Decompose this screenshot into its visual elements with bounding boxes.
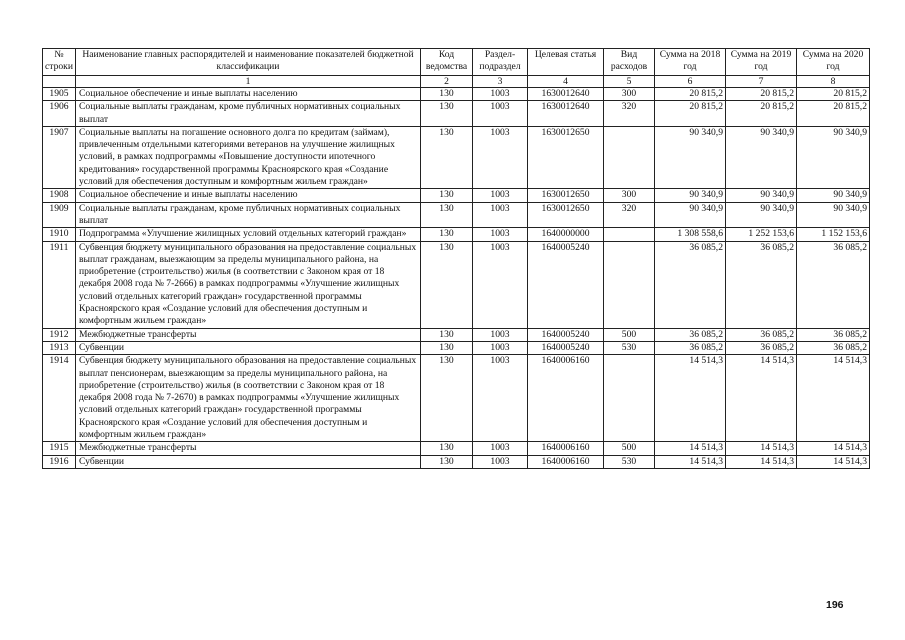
table-row — [43, 355, 870, 442]
header-sum-2020: Сумма на 2020 год — [797, 49, 870, 76]
section-code: 1003 — [473, 355, 528, 442]
expense-type-code: 500 — [604, 442, 655, 455]
sum-2019: 90 340,9 — [726, 202, 797, 228]
department-code: 130 — [421, 355, 473, 442]
column-number: 1 — [76, 76, 421, 88]
row-name: Социальное обеспечение и иные выплаты населению — [76, 189, 421, 202]
department-code: 130 — [421, 328, 473, 341]
sum-2018: 20 815,2 — [655, 88, 726, 101]
expense-type-code: 500 — [604, 328, 655, 341]
row-name: Межбюджетные трансферты — [76, 442, 421, 455]
sum-2019: 36 085,2 — [726, 341, 797, 354]
expense-type-code: 530 — [604, 455, 655, 468]
sum-2019: 14 514,3 — [726, 442, 797, 455]
sum-2018: 1 308 558,6 — [655, 228, 726, 241]
target-item-code: 1630012650 — [528, 189, 604, 202]
table-row — [43, 241, 870, 328]
department-code: 130 — [421, 442, 473, 455]
department-code: 130 — [421, 88, 473, 101]
row-name: Социальное обеспечение и иные выплаты населению — [76, 88, 421, 101]
header-target-item: Целевая статья — [528, 49, 604, 76]
target-item-code: 1640000000 — [528, 228, 604, 241]
row-number: 1911 — [43, 241, 76, 328]
department-code: 130 — [421, 202, 473, 228]
table-row — [43, 328, 870, 341]
row-number: 1906 — [43, 101, 76, 127]
target-item-code: 1640006160 — [528, 455, 604, 468]
expense-type-code: 530 — [604, 341, 655, 354]
expense-type-code: 320 — [604, 202, 655, 228]
section-code: 1003 — [473, 88, 528, 101]
header-section: Раздел-подраздел — [473, 49, 528, 76]
table-header — [43, 49, 870, 88]
expense-type-code — [604, 355, 655, 442]
expense-type-code — [604, 241, 655, 328]
target-item-code: 1630012640 — [528, 88, 604, 101]
sum-2020: 36 085,2 — [797, 241, 870, 328]
expense-type-code: 300 — [604, 88, 655, 101]
table-row — [43, 455, 870, 468]
section-code: 1003 — [473, 228, 528, 241]
section-code: 1003 — [473, 241, 528, 328]
section-code: 1003 — [473, 455, 528, 468]
column-number: 4 — [528, 76, 604, 88]
row-number: 1909 — [43, 202, 76, 228]
column-number-row — [43, 76, 870, 88]
row-number: 1908 — [43, 189, 76, 202]
target-item-code: 1640006160 — [528, 355, 604, 442]
sum-2018: 14 514,3 — [655, 355, 726, 442]
sum-2020: 1 152 153,6 — [797, 228, 870, 241]
table-row — [43, 101, 870, 127]
row-name: Субвенция бюджету муниципального образования на предоставление социальных выплат пенсионерам, выезжающим за пределы муниципального района, на приобретение (строительство) жилья (в соответствии с Законом края от 18 декабря 2008 года № 7-2670) в рамках подпрограммы «Улучшение жилищных условий отдельных категорий граждан» государственной программы Красноярского края «Создание условий для обеспечения доступным и комфортным жильем граждан» — [76, 355, 421, 442]
table-body — [43, 88, 870, 469]
column-number: 8 — [797, 76, 870, 88]
row-number: 1916 — [43, 455, 76, 468]
sum-2018: 90 340,9 — [655, 189, 726, 202]
section-code: 1003 — [473, 101, 528, 127]
table-row — [43, 341, 870, 354]
section-code: 1003 — [473, 202, 528, 228]
sum-2018: 90 340,9 — [655, 202, 726, 228]
column-number: 6 — [655, 76, 726, 88]
department-code: 130 — [421, 189, 473, 202]
department-code: 130 — [421, 126, 473, 188]
section-code: 1003 — [473, 126, 528, 188]
table-row — [43, 189, 870, 202]
sum-2020: 20 815,2 — [797, 88, 870, 101]
expense-type-code: 320 — [604, 101, 655, 127]
expense-type-code: 300 — [604, 189, 655, 202]
row-number: 1912 — [43, 328, 76, 341]
sum-2020: 36 085,2 — [797, 341, 870, 354]
header-name: Наименование главных распорядителей и наименование показателей бюджетной классификации — [76, 49, 421, 76]
column-number: 3 — [473, 76, 528, 88]
target-item-code: 1630012650 — [528, 202, 604, 228]
row-number: 1910 — [43, 228, 76, 241]
header-department-code: Код ведомства — [421, 49, 473, 76]
sum-2019: 90 340,9 — [726, 126, 797, 188]
budget-table — [42, 48, 870, 469]
sum-2020: 90 340,9 — [797, 189, 870, 202]
expense-type-code — [604, 126, 655, 188]
target-item-code: 1640005240 — [528, 341, 604, 354]
section-code: 1003 — [473, 341, 528, 354]
header-sum-2019: Сумма на 2019 год — [726, 49, 797, 76]
row-name: Субвенции — [76, 341, 421, 354]
expense-type-code — [604, 228, 655, 241]
sum-2019: 1 252 153,6 — [726, 228, 797, 241]
section-code: 1003 — [473, 328, 528, 341]
budget-table-sheet — [42, 48, 870, 469]
row-name: Субвенция бюджету муниципального образования на предоставление социальных выплат гражданам, выезжающим за пределы муниципального района, на приобретение (строительство) жилья (в соответствии с Законом края от 18 декабря 2008 года № 7-2666) в рамках подпрограммы «Улучшение жилищных условий отдельных категорий граждан» государственной программы Красноярского края «Создание условий для обеспечения доступным и комфортным жильем граждан» — [76, 241, 421, 328]
sum-2019: 20 815,2 — [726, 88, 797, 101]
department-code: 130 — [421, 455, 473, 468]
sum-2018: 20 815,2 — [655, 101, 726, 127]
sum-2018: 14 514,3 — [655, 455, 726, 468]
sum-2019: 36 085,2 — [726, 241, 797, 328]
sum-2018: 36 085,2 — [655, 341, 726, 354]
header-expense-type: Вид расходов — [604, 49, 655, 76]
row-name: Социальные выплаты на погашение основного долга по кредитам (займам), привлеченным отдельными категориями ветеранов на улучшение жилищных условий, в рамках подпрограммы «Повышение доступности ипотечного кредитования» государственной программы Красноярского края «Создание условий для обеспечения доступным и комфортным жильем граждан» — [76, 126, 421, 188]
target-item-code: 1640006160 — [528, 442, 604, 455]
sum-2018: 36 085,2 — [655, 328, 726, 341]
sum-2020: 90 340,9 — [797, 126, 870, 188]
sum-2019: 14 514,3 — [726, 355, 797, 442]
row-name: Субвенции — [76, 455, 421, 468]
sum-2020: 36 085,2 — [797, 328, 870, 341]
table-row — [43, 202, 870, 228]
row-name: Социальные выплаты гражданам, кроме публичных нормативных социальных выплат — [76, 202, 421, 228]
sum-2020: 14 514,3 — [797, 455, 870, 468]
target-item-code: 1640005240 — [528, 241, 604, 328]
sum-2019: 14 514,3 — [726, 455, 797, 468]
sum-2020: 14 514,3 — [797, 355, 870, 442]
sum-2018: 36 085,2 — [655, 241, 726, 328]
sum-2020: 20 815,2 — [797, 101, 870, 127]
section-code: 1003 — [473, 442, 528, 455]
table-row — [43, 228, 870, 241]
department-code: 130 — [421, 228, 473, 241]
row-number: 1914 — [43, 355, 76, 442]
table-row — [43, 442, 870, 455]
sum-2020: 90 340,9 — [797, 202, 870, 228]
sum-2019: 20 815,2 — [726, 101, 797, 127]
sum-2020: 14 514,3 — [797, 442, 870, 455]
sum-2019: 36 085,2 — [726, 328, 797, 341]
target-item-code: 1630012640 — [528, 101, 604, 127]
target-item-code: 1640005240 — [528, 328, 604, 341]
sum-2019: 90 340,9 — [726, 189, 797, 202]
header-row-number: № строки — [43, 49, 76, 76]
row-name: Социальные выплаты гражданам, кроме публичных нормативных социальных выплат — [76, 101, 421, 127]
column-number: 5 — [604, 76, 655, 88]
table-row — [43, 126, 870, 188]
target-item-code: 1630012650 — [528, 126, 604, 188]
department-code: 130 — [421, 341, 473, 354]
row-name: Подпрограмма «Улучшение жилищных условий отдельных категорий граждан» — [76, 228, 421, 241]
row-number: 1905 — [43, 88, 76, 101]
sum-2018: 90 340,9 — [655, 126, 726, 188]
department-code: 130 — [421, 241, 473, 328]
sum-2018: 14 514,3 — [655, 442, 726, 455]
section-code: 1003 — [473, 189, 528, 202]
department-code: 130 — [421, 101, 473, 127]
column-number: 7 — [726, 76, 797, 88]
row-number: 1913 — [43, 341, 76, 354]
table-row — [43, 88, 870, 101]
page-number: 196 — [826, 599, 844, 611]
header-sum-2018: Сумма на 2018 год — [655, 49, 726, 76]
row-number: 1915 — [43, 442, 76, 455]
column-number: 2 — [421, 76, 473, 88]
row-name: Межбюджетные трансферты — [76, 328, 421, 341]
row-number: 1907 — [43, 126, 76, 188]
